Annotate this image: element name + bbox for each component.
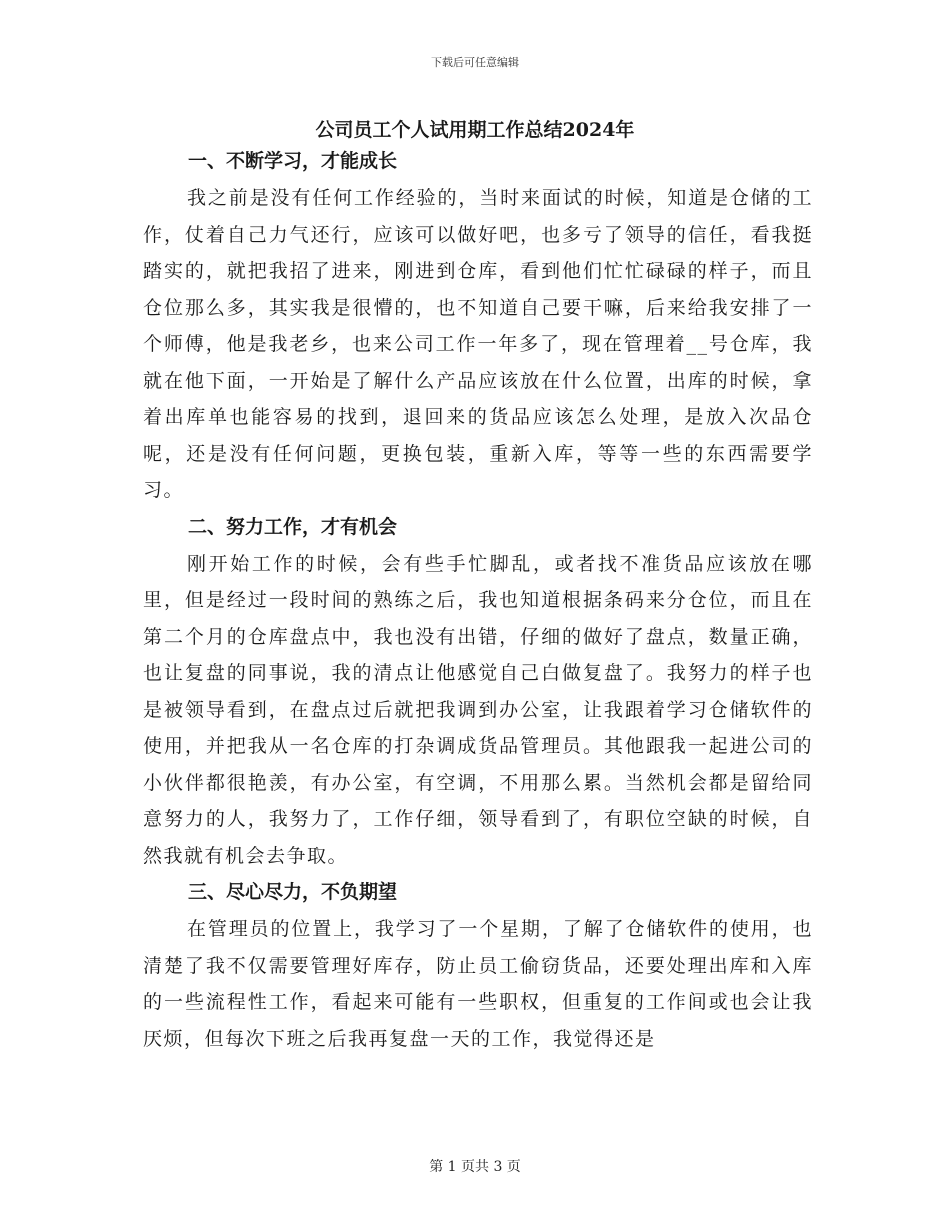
section-heading: 三、尽心尽力，不负期望 xyxy=(188,881,398,903)
section-paragraph: 我之前是没有任何工作经验的，当时来面试的时候，知道是仓储的工作，仗着自己力气还行，应该可以做好吧，也多亏了领导的信任，看我挺踏实的，就把我招了进来，刚进到仓库，看到他们忙忙碌碌的样子，而且仓位那么多，其实我是很懵的，也不知道自己要干嘛，后来给我安排了一个师傅，他是我老乡，也来公司工作一年多了，现在管理着__号仓库，我就在他下面，一开始是了解什么产品应该放在什么位置，出库的时候，拿着出库单也能容易的找到，退回来的货品应该怎么处理，是放入次品仓呢，还是没有任何问题，更换包装，重新入库，等等一些的东西需要学习。 xyxy=(143,187,813,501)
section-heading: 一、不断学习，才能成长 xyxy=(188,150,398,172)
section-heading: 二、努力工作，才有机会 xyxy=(188,515,398,538)
header-note: 下载后可任意编辑 xyxy=(431,56,519,69)
page-number-footer: 第 1 页共 3 页 xyxy=(429,1159,521,1175)
section-paragraph: 刚开始工作的时候，会有些手忙脚乱，或者找不准货品应该放在哪里，但是经过一段时间的熟练之后，我也知道根据条码来分仓位，而且在第二个月的仓库盘点中，我也没有出错，仔细的做好了盘点，数量正确，也让复盘的同事说，我的清点让他感觉自己白做复盘了。我努力的样子也是被领导看到，在盘点过后就把我调到办公室，让我跟着学习仓储软件的使用，并把我从一名仓库的打杂调成货品管理员。其他跟我一起进公司的小伙伴都很艳羡，有办公室，有空调，不用那么累。当然机会都是留给同意努力的人，我努力了，工作仔细，领导看到了，有职位空缺的时候，自然我就有机会去争取。 xyxy=(143,552,813,867)
section-2 xyxy=(143,509,813,875)
section-3 xyxy=(143,874,813,1057)
document-body xyxy=(143,143,813,1057)
section-paragraph: 在管理员的位置上，我学习了一个星期，了解了仓储软件的使用，也清楚了我不仅需要管理好库存，防止员工偷窃货品，还要处理出库和入库的一些流程性工作，看起来可能有一些职权，但重复的工作间或也会让我厌烦，但每次下班之后我再复盘一天的工作，我觉得还是 xyxy=(143,918,813,1050)
section-1 xyxy=(143,143,813,509)
document-title: 公司员工个人试用期工作总结2024年 xyxy=(315,119,635,141)
